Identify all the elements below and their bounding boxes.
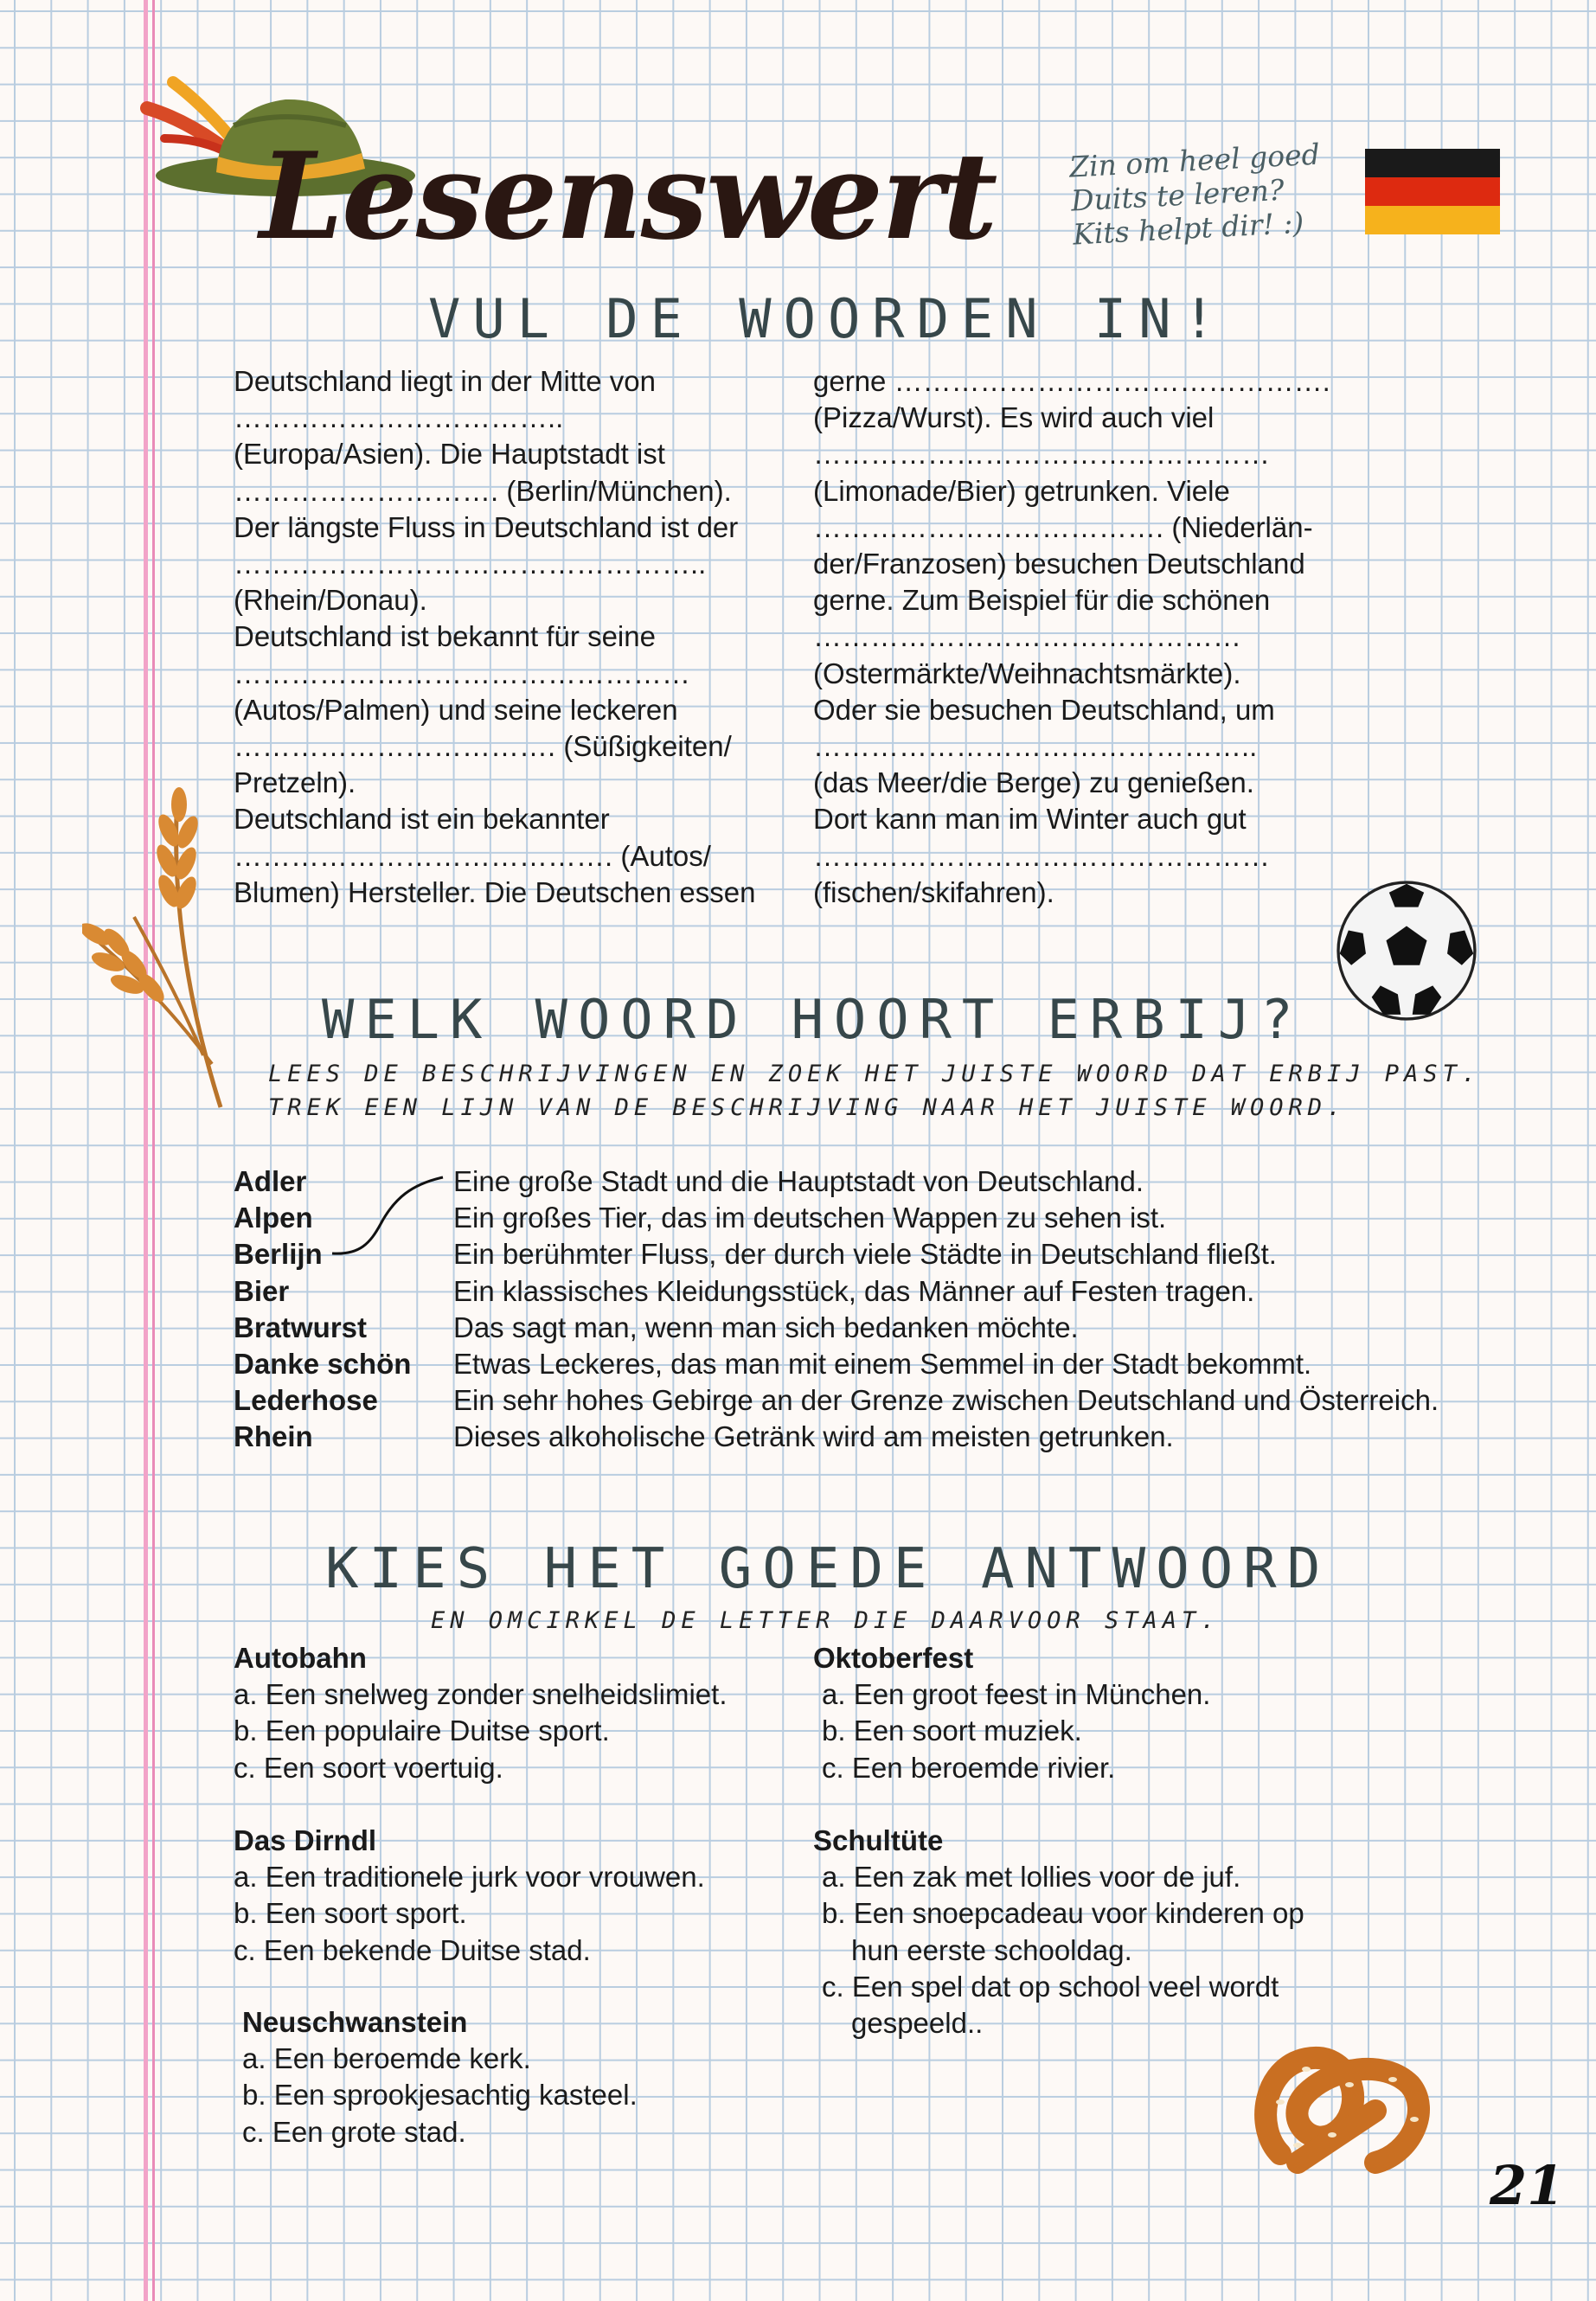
- text-line: …………………………………………..: [234, 548, 707, 580]
- answer-option[interactable]: c. Een spel dat op school veel wordt: [822, 1970, 1279, 2003]
- quiz-question: [813, 1640, 1210, 1786]
- text-line: Oder sie besuchen Deutschland, um: [813, 693, 1275, 726]
- answer-option-continued: gespeeld..: [851, 2007, 984, 2040]
- match-description[interactable]: Etwas Leckeres, das man mit einem Semmel in der Stadt bekommt.: [453, 1348, 1312, 1381]
- german-flag-icon: [1365, 149, 1500, 234]
- match-word[interactable]: Bier: [234, 1274, 290, 1307]
- match-word[interactable]: Danke schön: [234, 1348, 412, 1381]
- quiz-question: [234, 1640, 727, 1786]
- text-line: ………………………………………..: [813, 730, 1258, 763]
- answer-option[interactable]: b. Een sprookjesachtig kasteel.: [242, 2079, 638, 2112]
- text-line: gerne. Zum Beispiel für die schönen: [813, 584, 1271, 617]
- answer-option[interactable]: b. Een soort sport.: [234, 1897, 467, 1930]
- match-word[interactable]: Berlijn: [234, 1238, 323, 1271]
- answer-option[interactable]: b. Een soort muziek.: [822, 1715, 1082, 1747]
- quiz-question: [234, 1823, 705, 1969]
- match-description[interactable]: Ein großes Tier, das im deutschen Wappen zu sehen ist.: [453, 1202, 1167, 1234]
- answer-option[interactable]: b. Een snoepcadeau voor kinderen op: [822, 1897, 1304, 1930]
- answer-option[interactable]: c. Een grote stad.: [242, 2115, 466, 2148]
- tagline-line: Duits te leren?: [1070, 172, 1285, 218]
- answer-option[interactable]: b. Een populaire Duitse sport.: [234, 1715, 610, 1747]
- text-line: …………………………………………: [813, 438, 1270, 471]
- margin-line: [144, 0, 148, 2301]
- match-word[interactable]: Alpen: [234, 1202, 313, 1234]
- text-line: Pretzeln).: [234, 766, 356, 799]
- text-line: (Pizza/Wurst). Es wird auch viel: [813, 401, 1215, 434]
- question-title: Autobahn: [234, 1642, 367, 1674]
- margin-line-inner: [152, 0, 155, 2301]
- text-line: Deutschland ist bekannt für seine: [234, 620, 656, 653]
- text-line: ……………………………. (Süßigkeiten/: [234, 730, 732, 763]
- text-line: (Autos/Palmen) und seine leckeren: [234, 693, 678, 726]
- answer-option[interactable]: a. Een traditionele jurk voor vrouwen.: [234, 1861, 705, 1894]
- instruction-line: TREK EEN LIJN VAN DE BESCHRIJVING NAAR HET JUISTE WOORD.: [268, 1094, 1347, 1122]
- text-line: ………………………………………: [813, 620, 1241, 653]
- tagline-line: Kits helpt dir! :): [1072, 205, 1305, 252]
- text-line: ………………………………. (Niederlän-: [813, 510, 1313, 543]
- answer-option-continued: hun eerste schooldag.: [851, 1933, 1132, 1966]
- match-description[interactable]: Dieses alkoholische Getränk wird am meisten getrunken.: [453, 1420, 1174, 1453]
- question-title: Neuschwanstein: [242, 2006, 468, 2038]
- text-line: (Europa/Asien). Die Hauptstadt ist: [234, 438, 665, 471]
- text-line: …………………………………………: [234, 657, 690, 689]
- section-title-match: WELK WOORD HOORT ERBIJ?: [322, 988, 1304, 1051]
- text-line: (Rhein/Donau).: [234, 584, 427, 617]
- tagline-line: Zin om heel goed: [1068, 137, 1321, 184]
- answer-option[interactable]: c. Een beroemde rivier.: [822, 1751, 1116, 1784]
- example-connecting-line: [325, 1172, 446, 1267]
- section-title-choose: KIES HET GOEDE ANTWOORD: [325, 1537, 1331, 1601]
- question-title: Oktoberfest: [813, 1642, 974, 1674]
- wheat-icon: [82, 770, 238, 1116]
- text-line: …………………………………. (Autos/: [234, 839, 711, 872]
- match-description[interactable]: Ein klassisches Kleidungsstück, das Männer auf Festen tragen.: [453, 1274, 1255, 1307]
- section-instructions: [268, 1057, 1481, 1125]
- answer-option[interactable]: a. Een groot feest in München.: [822, 1678, 1211, 1711]
- page-number: 21: [1490, 2154, 1565, 2217]
- answer-option[interactable]: a. Een beroemde kerk.: [242, 2042, 531, 2075]
- text-line: (fischen/skifahren).: [813, 875, 1054, 908]
- section-title-fill-in: VUL DE WOORDEN IN!: [428, 287, 1227, 350]
- text-column-left: [234, 363, 755, 911]
- match-description-list: [453, 1163, 1439, 1456]
- quiz-question: [813, 1823, 1304, 2041]
- flag-stripe-gold: [1365, 206, 1500, 234]
- tagline: [1068, 136, 1359, 252]
- quiz-question: [242, 2004, 638, 2150]
- text-line: der/Franzosen) besuchen Deutschland: [813, 548, 1305, 580]
- text-line: Deutschland ist ein bekannter: [234, 803, 610, 836]
- section-instructions: EN OMCIRKEL DE LETTER DIE DAARVOOR STAAT.: [431, 1607, 1221, 1634]
- match-description[interactable]: Das sagt man, wenn man sich bedanken möchte.: [453, 1311, 1079, 1343]
- instruction-line: LEES DE BESCHRIJVINGEN EN ZOEK HET JUISTE WOORD DAT ERBIJ PAST.: [268, 1061, 1482, 1087]
- match-word[interactable]: Adler: [234, 1165, 307, 1197]
- soccer-ball-icon: [1334, 878, 1479, 1023]
- text-line: (das Meer/die Berge) zu genießen.: [813, 766, 1254, 799]
- answer-option[interactable]: a. Een zak met lollies voor de juf.: [822, 1861, 1241, 1894]
- page-title: Lesenswert: [260, 125, 997, 266]
- text-line: gerne ……………………………………….: [813, 365, 1330, 397]
- text-line: Blumen) Hersteller. Die Deutschen essen: [234, 875, 756, 908]
- text-line: ……………………………..: [234, 401, 564, 434]
- text-column-right: [813, 363, 1330, 911]
- answer-option[interactable]: a. Een snelweg zonder snelheidslimiet.: [234, 1678, 727, 1711]
- text-line: Der längste Fluss in Deutschland ist der: [234, 510, 739, 543]
- text-line: (Limonade/Bier) getrunken. Viele: [813, 474, 1230, 507]
- text-line: Dort kann man im Winter auch gut: [813, 803, 1247, 836]
- text-line: …………………………………………: [813, 839, 1270, 872]
- text-line: Deutschland liegt in der Mitte von: [234, 365, 656, 397]
- match-word[interactable]: Rhein: [234, 1420, 313, 1453]
- answer-option[interactable]: c. Een bekende Duitse stad.: [234, 1933, 591, 1966]
- flag-stripe-black: [1365, 149, 1500, 177]
- match-word[interactable]: Bratwurst: [234, 1311, 368, 1343]
- match-description[interactable]: Ein berühmter Fluss, der durch viele Städte in Deutschland fließt.: [453, 1238, 1277, 1271]
- match-word[interactable]: Lederhose: [234, 1384, 378, 1417]
- match-description[interactable]: Eine große Stadt und die Hauptstadt von Deutschland.: [453, 1165, 1144, 1197]
- text-line: ………………………. (Berlin/München).: [234, 474, 732, 507]
- flag-stripe-red: [1365, 177, 1500, 206]
- text-line: (Ostermärkte/Weihnachtsmärkte).: [813, 657, 1241, 689]
- question-title: Das Dirndl: [234, 1824, 377, 1856]
- question-title: Schultüte: [813, 1824, 944, 1856]
- answer-option[interactable]: c. Een soort voertuig.: [234, 1751, 503, 1784]
- match-description[interactable]: Ein sehr hohes Gebirge an der Grenze zwischen Deutschland und Österreich.: [453, 1384, 1439, 1417]
- pretzel-icon: [1246, 2024, 1436, 2189]
